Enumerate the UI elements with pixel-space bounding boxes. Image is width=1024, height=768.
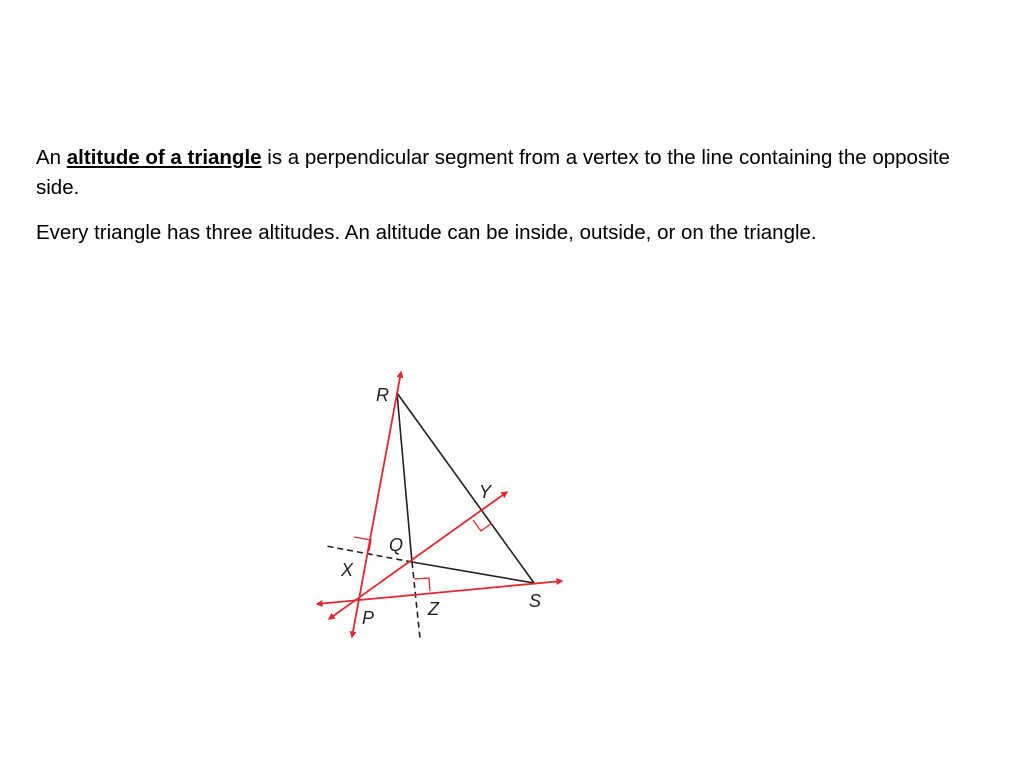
label-x: X [341,560,354,580]
label-p: P [362,608,375,628]
label-y: Y [479,482,492,502]
statement-paragraph: Every triangle has three altitudes. An altitude can be inside, outside, or on the triangle. [36,221,817,244]
right-angle-mark-z [414,578,430,591]
label-z: Z [428,599,439,619]
label-q: Q [389,535,404,555]
extension-rq [412,562,420,638]
definition-prefix: An [36,146,67,169]
definition-suffix: is a perpendicular segment from a vertex to the line containing the opposite side. [36,146,950,199]
definition-term: altitude of a triangle [66,146,262,169]
altitude-line-ps [317,581,562,604]
side-rs [397,393,534,583]
side-qs [412,562,534,583]
label-s: S [529,591,542,611]
label-r: R [376,385,389,405]
